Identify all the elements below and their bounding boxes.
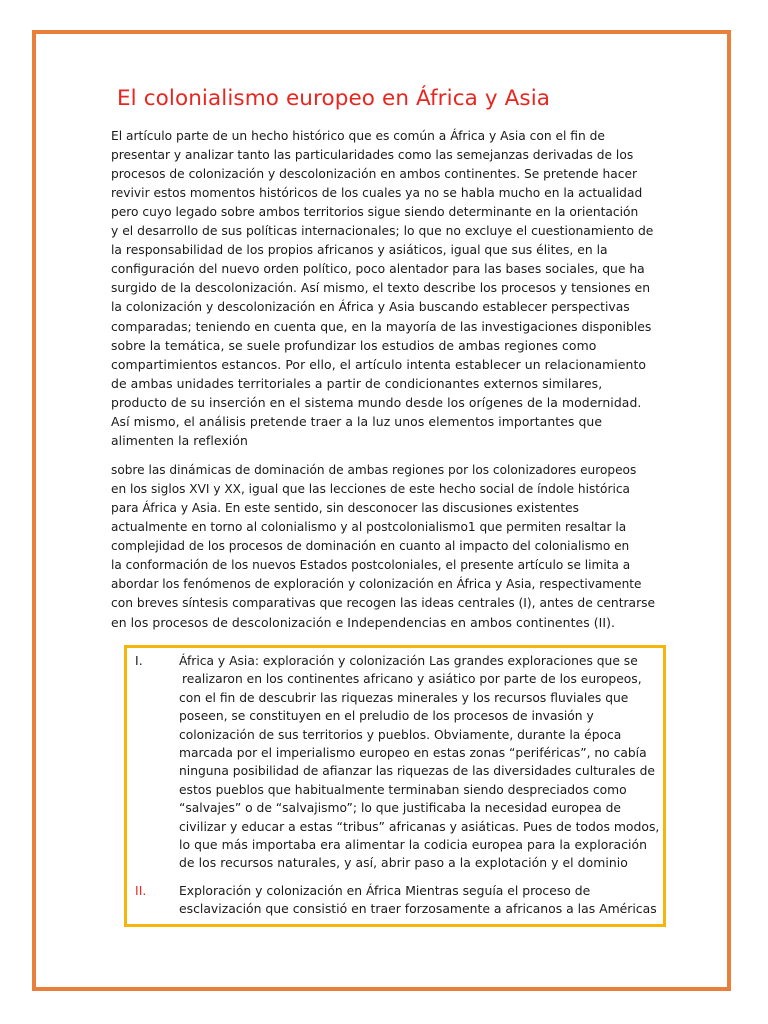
paragraph-line: de ambas unidades territoriales a partir de condicionantes externos similares, bbox=[111, 376, 603, 391]
outline-line: ninguna posibilidad de afianzar las riquezas de las diversidades culturales de bbox=[179, 764, 655, 779]
paragraph-line: Así mismo, el análisis pretende traer a la luz unos elementos importantes que bbox=[111, 414, 603, 429]
outline-line: estos pueblos que habitualmente terminaban siendo despreciados como bbox=[179, 782, 627, 797]
paragraph-line: compartimientos estancos. Por ello, el artículo intenta establecer un relacionamiento bbox=[111, 357, 647, 372]
outline-line: “salvajes” o de “salvajismo”; lo que justificaba la necesidad europea de bbox=[179, 801, 621, 816]
outline-line: Exploración y colonización en África Mientras seguía el proceso de bbox=[179, 884, 591, 898]
paragraph-line: y el desarrollo de sus políticas internacionales; lo que no excluye el cuestionamiento de bbox=[111, 224, 654, 238]
paragraph-line: la conformación de los nuevos Estados postcoloniales, el presente artículo se limita a bbox=[111, 558, 631, 572]
outline-line: realizaron en los continentes africano y asiático por parte de los europeos, bbox=[182, 672, 642, 687]
paragraph-line: pero cuyo legado sobre ambos territorios sigue siendo determinante en la orientación bbox=[111, 205, 639, 219]
outline-line: colonización de sus territorios y pueblos. Obviamente, durante la época bbox=[179, 727, 622, 742]
paragraph-line: con breves síntesis comparativas que recogen las ideas centrales (I), antes de centrarse bbox=[111, 596, 656, 610]
outline-marker: I. bbox=[135, 653, 143, 668]
paragraph-line: la colonización y descolonización en África y Asia buscando establecer perspectivas bbox=[111, 300, 630, 314]
outline-line: África y Asia: exploración y colonización Las grandes exploraciones que se bbox=[179, 654, 638, 668]
paragraph-line: en los siglos XVI y XX, igual que las lecciones de este hecho social de índole histórica bbox=[111, 482, 630, 496]
paragraph-line: alimenten la reflexión bbox=[111, 433, 248, 448]
paragraph-line: procesos de colonización y descolonización en ambos continentes. Se pretende hacer bbox=[111, 167, 638, 181]
paragraph-line: sobre la temática, se suele profundizar los estudios de ambas regiones como bbox=[111, 338, 597, 353]
outline-line: civilizar y educar a estas “tribus” africanas y asiáticas. Pues de todos modos, bbox=[179, 818, 660, 834]
outline-line: poseen, se constituyen en el preludio de los procesos de invasión y bbox=[179, 709, 594, 724]
paragraph-line: configuración del nuevo orden político, poco alentador para las bases sociales, que ha bbox=[111, 262, 645, 276]
paragraph-line: sobre las dinámicas de dominación de ambas regiones por los colonizadores europeos bbox=[111, 463, 637, 477]
paragraph-line: en los procesos de descolonización e Independencias en ambos continentes (II). bbox=[111, 615, 616, 630]
paragraph-line: revivir estos momentos históricos de los cuales ya no se habla mucho en la actualidad bbox=[111, 186, 643, 200]
outline-line: de los recursos naturales, y así, abrir paso a la explotación y el dominio bbox=[179, 855, 628, 871]
paragraph-line: El artículo parte de un hecho histórico que es común a África y Asia con el fin de bbox=[111, 129, 605, 143]
paragraph-line: complejidad de los procesos de dominación en cuanto al impacto del colonialismo en bbox=[111, 539, 630, 553]
paragraph-line: la responsabilidad de los propios africanos y asiáticos, igual que sus élites, en la bbox=[111, 243, 608, 257]
paragraph-1 bbox=[111, 127, 653, 450]
document-title: El colonialismo europeo en África y Asia bbox=[117, 86, 551, 111]
outline-box bbox=[124, 645, 666, 927]
outline-line: lo que más importaba era alimentar la codicia europea para la exploración bbox=[179, 837, 648, 853]
outline-marker: II. bbox=[135, 883, 147, 898]
outline-line: marcada por el imperialismo europeo en estas zonas “periféricas”, no cabía bbox=[179, 746, 647, 761]
outline-item-text bbox=[179, 882, 657, 919]
outline-line: con el fin de descubrir las riquezas minerales y los recursos fluviales que bbox=[179, 690, 629, 705]
paragraph-line: comparadas; teniendo en cuenta que, en la mayoría de las investigaciones disponibles bbox=[111, 319, 652, 334]
paragraph-2 bbox=[111, 461, 655, 632]
outline-item-text bbox=[179, 652, 659, 873]
paragraph-line: para África y Asia. En este sentido, sin desconocer las discusiones existentes bbox=[111, 501, 579, 515]
paragraph-line: producto de su inserción en el sistema mundo desde los orígenes de la modernidad. bbox=[111, 395, 642, 410]
paragraph-line: actualmente en torno al colonialismo y al postcolonialismo1 que permiten resaltar la bbox=[111, 520, 627, 534]
outline-line: esclavización que consistió en traer forzosamente a africanos a las Américas bbox=[179, 901, 657, 917]
paragraph-line: presentar y analizar tanto las particularidades como las semejanzas derivadas de los bbox=[111, 148, 634, 162]
paragraph-line: surgido de la descolonización. Así mismo, el texto describe los procesos y tensiones en bbox=[111, 281, 651, 295]
paragraph-line: abordar los fenómenos de exploración y colonización en África y Asia, respectivamente bbox=[111, 577, 642, 591]
